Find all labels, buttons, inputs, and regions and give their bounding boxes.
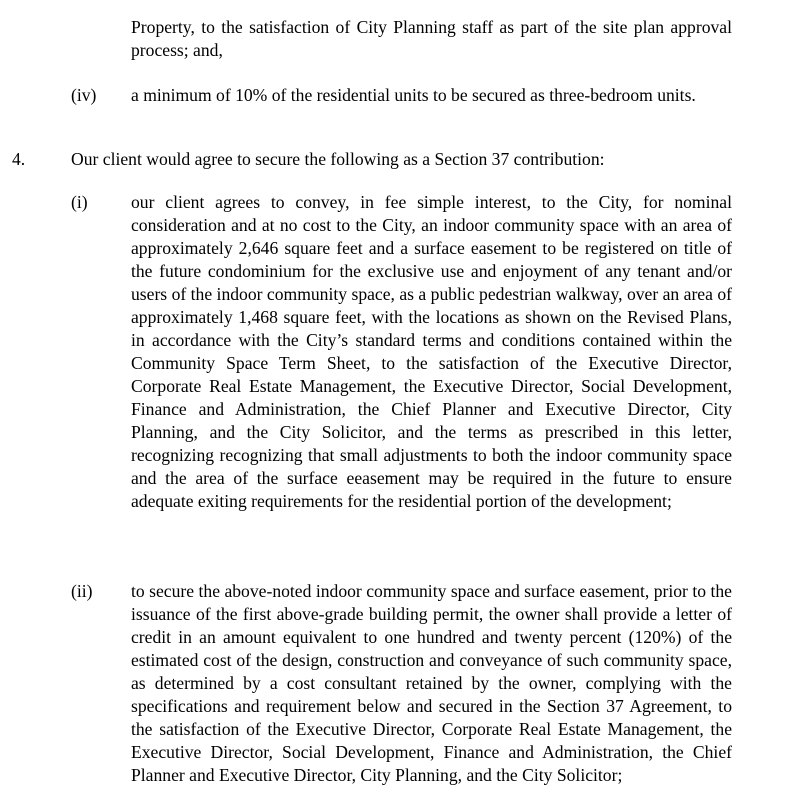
item-ii-marker: (ii) bbox=[71, 581, 93, 601]
item-iv-marker: (iv) bbox=[71, 85, 97, 105]
item-iv-text: a minimum of 10% of the residential units to be secured as three-bedroom units. bbox=[131, 85, 696, 105]
item-ii-text: to secure the above-noted indoor community space and surface easement, prior to the issuance of the first above-grade building permit, the owner shall provide a letter of credit in an amount equivalent to one hundred and twenty percent (120%) of the estimated cost of the design, construction and conveyance of such community space, as determined by a cost consultant retained by the owner, complying with the specifications and requirement below and secured in the Section 37 Agreement, to the satisfaction of the Executive Director, Corporate Real Estate Management, the Executive Director, Social Development, Finance and Administration, the Chief Planner and Executive Director, City Planning, and the City Solicitor; bbox=[131, 581, 732, 785]
continuation-paragraph: Property, to the satisfaction of City Planning staff as part of the site plan approval process; and, bbox=[131, 17, 732, 60]
item-i-text: our client agrees to convey, in fee simple interest, to the City, for nominal consideration and at no cost to the City, an indoor community space with an area of approximately 2,646 square feet and a surface easement to be registered on title of the future condominium for the exclusive use and enjoyment of any tenant and/or users of the indoor community space, as a public pedestrian walkway, over an area of approximately 1,468 square feet, with the locations as shown on the Revised Plans, in accordance with the City’s standard terms and conditions contained within the Community Space Term Sheet, to the satisfaction of the Executive Director, Corporate Real Estate Management, the Executive Director, Social Development, Finance and Administration, the Chief Planner and Executive Director, City Planning, and the City Solicitor, and the terms as prescribed in this letter, recognizing recognizing that small adjustments to both the indoor community space and the area of the surface eeasement may be required in the future to ensure adequate exiting requirements for the residential portion of the development; bbox=[131, 192, 732, 511]
section-4-number: 4. bbox=[12, 149, 26, 169]
section-4-intro: Our client would agree to secure the following as a Section 37 contribution: bbox=[71, 149, 605, 169]
item-i-marker: (i) bbox=[71, 192, 88, 212]
